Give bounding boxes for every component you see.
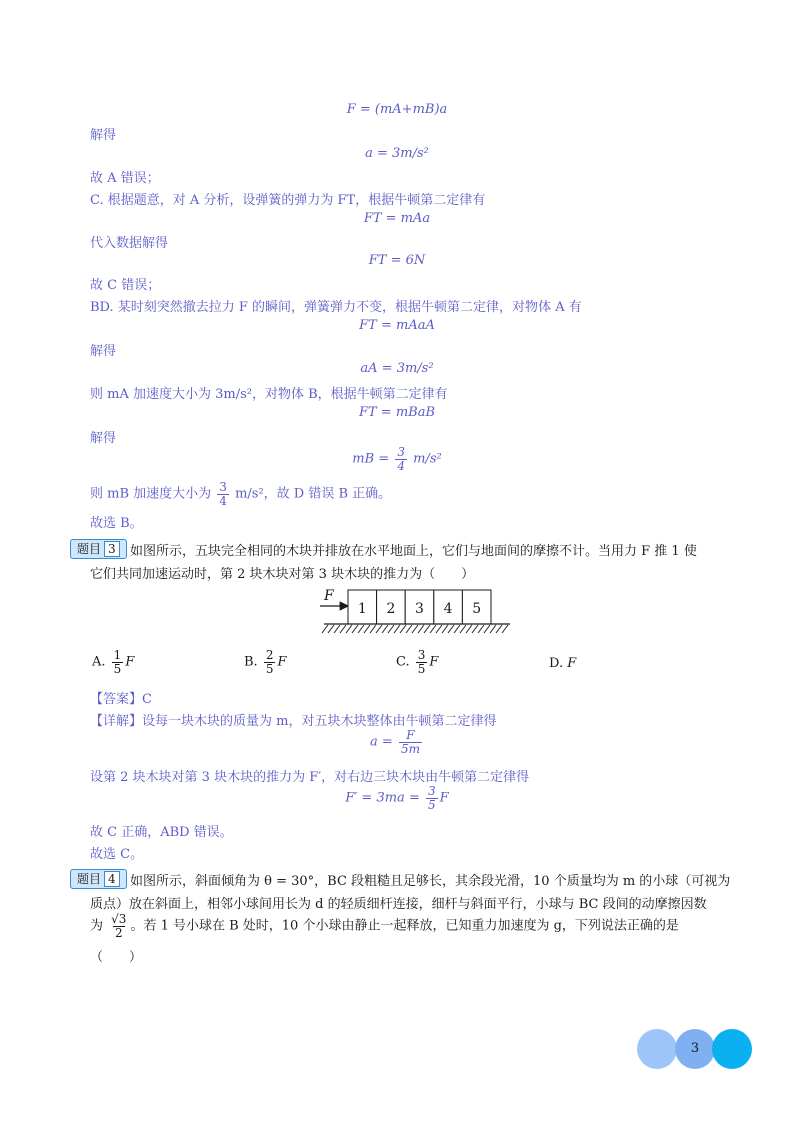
text-line: 则 mB 加速度大小为 $\frac{3}{4}$ m/s²，故 D 错误 B 正确。 (90, 480, 392, 508)
equation-4: FT = 6N (368, 253, 426, 268)
question-text: 为 $\frac{√3}{2}$ 。若 1 号小球在 B 处时，10 个小球由静止一起释放，已知重力加速度为 g，下列说法正确的是 (90, 912, 679, 940)
question-text: 质点）放在斜面上，相邻小球间用长为 d 的轻质细杆连接，细杆与斜面平行，小球与 BC 段间的动摩擦因数 (90, 897, 707, 912)
text-line: 解得 (90, 344, 117, 359)
text-line: 代入数据解得 (90, 236, 169, 251)
text-line: BD. 某时刻突然撤去拉力 F 的瞬间，弹簧弹力不变，根据牛顿第二定律，对物体 A 有 (90, 300, 582, 315)
ground-hatching (322, 625, 508, 633)
detail-line: 【详解】设每一块木块的质量为 m，对五块木块整体由牛顿第二定律得 (90, 714, 497, 729)
question-text: （ ） (90, 950, 143, 965)
block-label: 1 (357, 601, 367, 617)
page-decoration-circle (712, 1029, 752, 1069)
option-a[interactable]: A. $\frac{1}{5}$ F (92, 648, 135, 676)
equation-b: F′ = 3ma = $\frac{3}{5}$ F (345, 784, 449, 812)
page-decoration-circle (637, 1029, 677, 1069)
text-line: 故 C 错误； (90, 278, 161, 293)
detail-line: 故 C 正确，ABD 错误。 (90, 825, 233, 840)
question-tag: 题目 3 (70, 539, 127, 559)
question-text: 它们共同加速运动时，第 2 块木块对第 3 块木块的推力为（ ） (90, 567, 475, 582)
question-text: 如图所示，五块完全相同的木块并排放在水平地面上，它们与地面间的摩擦不计。当用力 F 推 1 使 (130, 544, 697, 559)
force-label: F (324, 588, 334, 604)
equation-7: FT = mBaB (358, 405, 436, 420)
text-line: 解得 (90, 431, 117, 446)
equation-8: mB = $\frac{3}{4}$ m/s² (352, 445, 442, 473)
question-text: 如图所示，斜面倾角为 θ = 30°，BC 段粗糙且足够长，其余段光滑，10 个质量均为 m 的小球（可视为 (130, 874, 731, 889)
question-tag: 题目 4 (70, 869, 127, 889)
equation-2: a = 3m/s² (365, 146, 429, 161)
option-d[interactable]: D. F (549, 656, 577, 671)
detail-line: 设第 2 块木块对第 3 块木块的推力为 F′，对右边三块木块由牛顿第二定律得 (90, 770, 530, 785)
block-label: 3 (415, 601, 424, 617)
equation-6: aA = 3m/s² (360, 361, 434, 376)
text-line: C. 根据题意，对 A 分析，设弹簧的弹力为 FT，根据牛顿第二定律有 (90, 193, 486, 208)
equation-3: FT = mAa (363, 211, 431, 226)
block-row (348, 590, 491, 624)
blocks-figure (318, 586, 513, 634)
block-label: 2 (386, 601, 396, 617)
equation-1: F = (mA+mB)a (346, 102, 448, 117)
detail-line: 故选 C。 (90, 847, 144, 862)
option-c[interactable]: C. $\frac{3}{5}$ F (396, 648, 439, 676)
answer-line: 【答案】C (90, 692, 152, 707)
text-line: 解得 (90, 128, 117, 143)
text-line: 则 mA 加速度大小为 3m/s²，对物体 B，根据牛顿第二定律有 (90, 387, 448, 402)
block-label: 5 (472, 601, 482, 617)
block-label: 4 (443, 601, 453, 617)
page-number: 3 (675, 1029, 715, 1069)
option-b[interactable]: B. $\frac{2}{5}$ F (244, 648, 287, 676)
equation-a: a = $\frac{F}{5m}$ (370, 728, 420, 756)
text-line: 故选 B。 (90, 516, 143, 531)
text-line: 故 A 错误； (90, 171, 160, 186)
equation-5: FT = mAaA (359, 318, 435, 333)
